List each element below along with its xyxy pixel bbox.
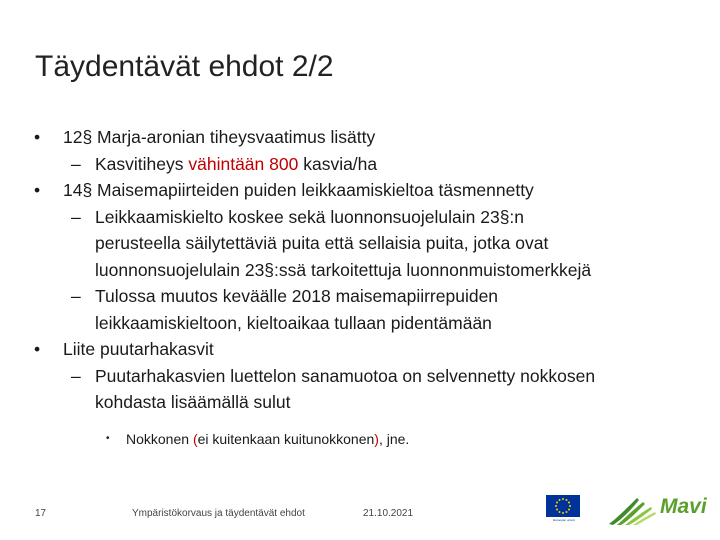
bullet-marker: • [34,127,41,147]
bullet-item [30,124,690,151]
bullet-text: Tulossa muutos keväälle 2018 maisemapiirrepuiden leikkaamiskieltoon, kieltoaikaa tullaan pidentämään [95,286,499,333]
mavi-logo-text: Mavi [660,495,707,518]
bullet-marker: • [34,180,41,200]
footer-title: Ympäristökorvaus ja täydentävät ehdot [132,508,305,519]
eu-flag-logo [546,495,582,523]
mavi-leaf-icon [607,492,659,526]
slide-title: Täydentävät ehdot 2/2 [35,50,334,83]
bullet-text: Nokkonen (ei kuitenkaan kuitunokkonen), jne. [126,430,410,447]
bullet-marker: • [106,432,110,444]
dash-marker: – [71,206,81,227]
sub-bullet-item [30,363,690,416]
bullet-marker: • [34,339,41,359]
bullet-text: Leikkaamiskielto koskee sekä luonnonsuojelulain 23§:n perusteella säilytettäviä puita että sellaisia puita, jotka ovat luonnonsuojelulain 23§:ssä tarkoitettuja luonnonmuistomerkkejä [95,206,592,280]
dash-marker: – [71,365,81,386]
footer-date: 21.10.2021 [363,508,414,519]
slide-body [30,124,690,449]
bullet-item [30,336,690,363]
mavi-logo [607,492,707,526]
page-number: 17 [35,508,47,519]
bullet-text: Puutarhakasvien luettelon sanamuotoa on selvennetty nokkosen kohdasta lisäämällä sulut [95,365,596,412]
sub-sub-bullet-item [30,429,690,449]
bullet-text: Liite puutarhakasvit [63,339,214,359]
bullet-text: 12§ Marja-aronian tiheysvaatimus lisätty [63,127,376,147]
eu-caption: Euroopan unioni [553,518,575,522]
dash-marker: – [71,286,81,306]
highlight-text: vähintään 800 [188,153,299,174]
sub-bullet-item [30,283,690,336]
dash-marker: – [71,153,81,174]
bullet-text: Kasvitiheys vähintään 800 kasvia/ha [95,153,378,174]
sub-bullet-item [30,151,690,178]
bullet-item [30,177,690,204]
bullet-text: 14§ Maisemapiirteiden puiden leikkaamiskieltoa täsmennetty [63,180,534,200]
eu-flag-icon [546,495,580,517]
sub-bullet-item [30,204,690,284]
